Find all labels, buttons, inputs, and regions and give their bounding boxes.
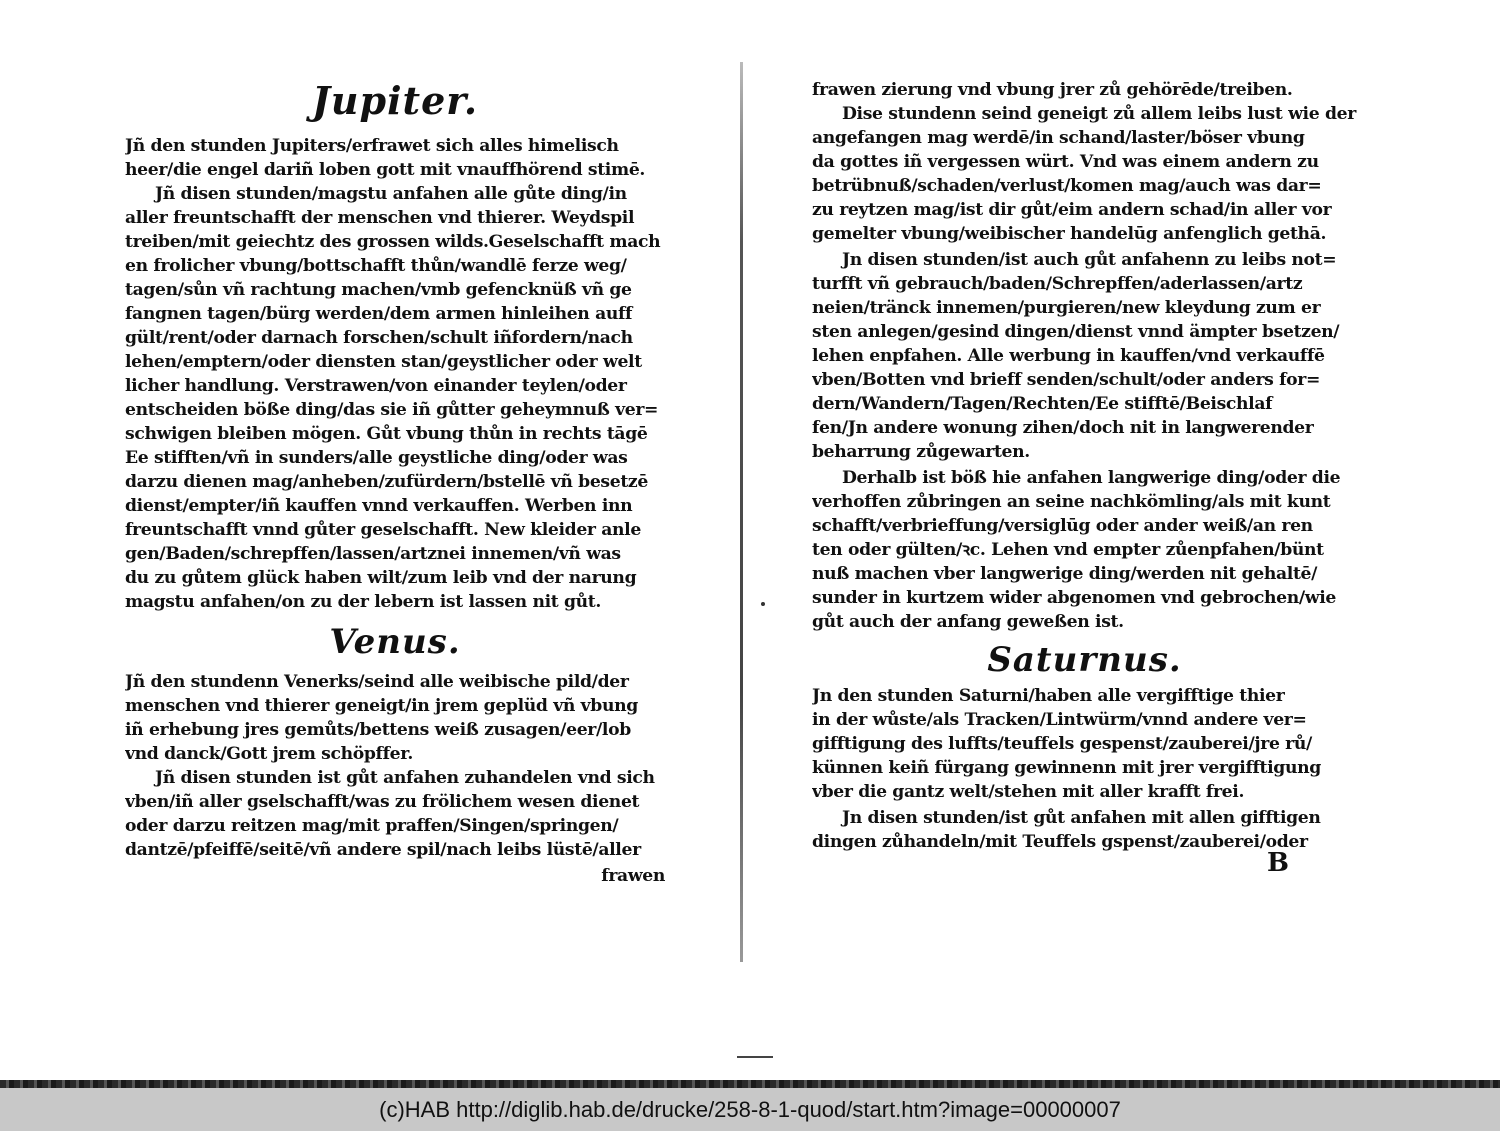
- text-line: Jñ disen stunden/magstu anfahen alle gůte ding/in: [155, 184, 627, 204]
- text-line: entscheiden böße ding/das sie iñ gůtter geheymnuß ver=: [125, 400, 659, 420]
- text-line: tagen/sůn vñ rachtung machen/vmb gefencknüß vñ ge: [125, 280, 632, 300]
- heading-venus: Venus.: [329, 622, 461, 662]
- text-line: treiben/mit geiechtz des grossen wilds.Geselschafft mach: [125, 232, 661, 252]
- text-line: lehen/emptern/oder diensten stan/geystlicher oder welt: [125, 352, 642, 372]
- text-line: dantzē/pfeiffē/seitē/vñ andere spil/nach leibs lüstē/aller: [125, 840, 641, 860]
- text-line: Jn den stunden Saturni/haben alle vergifftige thier: [812, 686, 1285, 706]
- text-line: schwigen bleiben mögen. Gůt vbung thůn in rechts tāgē: [125, 424, 648, 444]
- ink-speck: [761, 602, 765, 606]
- text-line: vben/Botten vnd brieff senden/schult/oder anders for=: [812, 370, 1321, 390]
- text-line: du zu gůtem glück haben wilt/zum leib vnd der narung: [125, 568, 637, 588]
- book-gutter: [740, 62, 743, 962]
- text-line: iñ erhebung jres gemůts/bettens weiß zusagen/eer/lob: [125, 720, 631, 740]
- catchword: frawen: [601, 866, 665, 886]
- text-line: ten oder gülten/ꝛc. Lehen vnd empter zůenpfahen/bünt: [812, 540, 1324, 560]
- text-line: Dise stundenn seind geneigt zů allem leibs lust wie der: [842, 104, 1356, 124]
- text-line: dern/Wandern/Tagen/Rechten/Ee stifftē/Beischlaf: [812, 394, 1273, 414]
- text-line: Ee stifften/vñ in sunders/alle geystliche ding/oder was: [125, 448, 628, 468]
- text-line: Jñ den stunden Jupiters/erfrawet sich alles himelisch: [125, 136, 619, 156]
- left-page: [125, 0, 665, 1047]
- text-line: Jñ disen stunden ist gůt anfahen zuhandelen vnd sich: [155, 768, 655, 788]
- text-line: schafft/verbrieffung/versiglūg oder ander weiß/an ren: [812, 516, 1313, 536]
- text-line: gifftigung des luffts/teuffels gespenst/zauberei/jre rů/: [812, 734, 1312, 754]
- footer-credit: (c)HAB http://diglib.hab.de/drucke/258-8-1-quod/start.htm?image=00000007: [379, 1096, 1121, 1122]
- text-line: Jn disen stunden/ist gůt anfahen mit allen gifftigen: [842, 808, 1321, 828]
- text-line: vnd danck/Gott jrem schöpffer.: [125, 744, 413, 764]
- text-line: menschen vnd thierer geneigt/in jrem geplüd vñ vbung: [125, 696, 638, 716]
- page-edge-mark: [737, 1056, 773, 1058]
- text-line: vber die gantz welt/stehen mit aller krafft frei.: [812, 782, 1245, 802]
- text-line: Jn disen stunden/ist auch gůt anfahenn zu leibs not=: [842, 250, 1337, 270]
- text-line: freuntschafft vnnd gůter geselschafft. New kleider anle: [125, 520, 641, 540]
- text-line: aller freuntschafft der menschen vnd thierer. Weydspil: [125, 208, 635, 228]
- text-line: oder darzu reitzen mag/mit praffen/Singen/springen/: [125, 816, 619, 836]
- text-line: darzu dienen mag/anheben/zufürdern/bstellē vñ besetzē: [125, 472, 648, 492]
- text-line: dienst/empter/iñ kauffen vnnd verkauffen. Werben inn: [125, 496, 633, 516]
- text-line: sunder in kurtzem wider abgenomen vnd gebrochen/wie: [812, 588, 1336, 608]
- heading-jupiter: Jupiter.: [311, 78, 479, 123]
- text-line: künnen keiñ fürgang gewinnenn mit jrer vergifftigung: [812, 758, 1321, 778]
- text-line: zu reytzen mag/ist dir gůt/eim andern schad/in aller vor: [812, 200, 1332, 220]
- text-line: in der wůste/als Tracken/Lintwürm/vnnd andere ver=: [812, 710, 1307, 730]
- text-line: frawen zierung vnd vbung jrer zů gehörēde/treiben.: [812, 80, 1293, 100]
- text-line: gült/rent/oder darnach forschen/schult iñfordern/nach: [125, 328, 633, 348]
- text-line: gen/Baden/schrepffen/lassen/artznei innemen/vñ was: [125, 544, 621, 564]
- text-line: angefangen mag werdē/in schand/laster/böser vbung: [812, 128, 1305, 148]
- text-line: turfft vñ gebrauch/baden/Schrepffen/aderlassen/artz: [812, 274, 1303, 294]
- text-line: heer/die engel dariñ loben gott mit vnauffhörend stimē.: [125, 160, 646, 180]
- text-line: betrübnuß/schaden/verlust/komen mag/auch was dar=: [812, 176, 1322, 196]
- text-line: neien/tränck innemen/purgieren/new kleydung zum er: [812, 298, 1321, 318]
- text-line: verhoffen zůbringen an seine nachkömling/als mit kunt: [812, 492, 1331, 512]
- text-line: gemelter vbung/weibischer handelūg anfenglich gethā.: [812, 224, 1327, 244]
- scan-edge: [0, 1080, 1500, 1088]
- text-line: da gottes iñ vergessen würt. Vnd was einem andern zu: [812, 152, 1319, 172]
- text-line: en frolicher vbung/bottschafft thůn/wandlē ferze weg/: [125, 256, 627, 276]
- text-line: beharrung zůgewarten.: [812, 442, 1030, 462]
- text-line: nuß machen vber langwerige ding/werden nit gehaltē/: [812, 564, 1318, 584]
- right-page: [812, 0, 1357, 1047]
- text-line: vben/iñ aller gselschafft/was zu frölichem wesen dienet: [125, 792, 640, 812]
- text-line: gůt auch der anfang geweßen ist.: [812, 612, 1124, 632]
- text-line: licher handlung. Verstrawen/von einander teylen/oder: [125, 376, 627, 396]
- text-line: sten anlegen/gesind dingen/dienst vnnd ämpter bsetzen/: [812, 322, 1340, 342]
- text-line: magstu anfahen/on zu der lebern ist lassen nit gůt.: [125, 592, 602, 612]
- signature-mark: B: [1267, 848, 1289, 878]
- text-line: dingen zůhandeln/mit Teuffels gspenst/zauberei/oder: [812, 832, 1308, 852]
- text-line: Derhalb ist böß hie anfahen langwerige ding/oder die: [842, 468, 1341, 488]
- text-line: fen/Jn andere wonung zihen/doch nit in langwerender: [812, 418, 1314, 438]
- heading-saturnus: Saturnus.: [987, 640, 1182, 680]
- text-line: fangnen tagen/bürg werden/dem armen hinleihen auff: [125, 304, 633, 324]
- copyright-footer: [0, 1088, 1500, 1131]
- text-line: Jñ den stundenn Venerks/seind alle weibische pild/der: [125, 672, 629, 692]
- text-line: lehen enpfahen. Alle werbung in kauffen/vnd verkauffē: [812, 346, 1325, 366]
